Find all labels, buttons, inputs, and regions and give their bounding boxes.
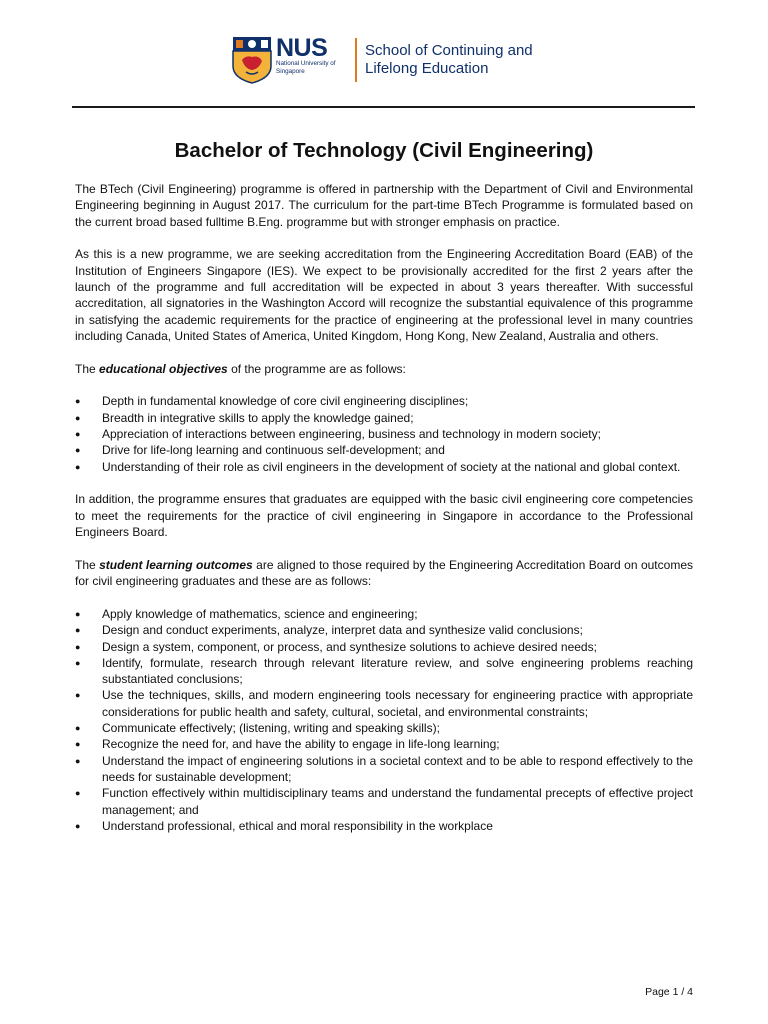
objectives-list <box>75 393 693 474</box>
school-name: School of Continuing and Lifelong Education <box>365 42 533 77</box>
objectives-intro-text: The <box>75 361 100 376</box>
list-item-text: Use the techniques, skills, and modern engineering tools necessary for engineering practice with appropriate considerations for public health and safety, cultural, societal, and environmental constraints; <box>102 688 693 719</box>
list-item-text: Function effectively within multidisciplinary teams and understand the fundamental precepts of effective project management; and <box>102 786 693 817</box>
list-item-text: Design and conduct experiments, analyze, interpret data and synthesize valid conclusions; <box>102 623 583 638</box>
list-item <box>75 426 693 442</box>
list-item-text: Breadth in integrative skills to apply the knowledge gained; <box>102 410 414 425</box>
list-item <box>75 655 693 688</box>
university-name: National University of Singapore <box>276 60 336 75</box>
list-item-text: Identify, formulate, research through relevant literature review, and solve engineering problems reaching substantiated conclusions; <box>102 655 693 687</box>
list-item-text: Understand professional, ethical and moral responsibility in the workplace <box>102 818 493 833</box>
list-item-text: Depth in fundamental knowledge of core civil engineering disciplines; <box>102 394 469 409</box>
bullet-icon: ● <box>75 445 81 456</box>
bullet-icon: ● <box>75 820 81 831</box>
competencies-paragraph: In addition, the programme ensures that graduates are equipped with the basic civil engineering core competencies to meet the requirements for the practice of civil engineering in Singapore in accordance to the Professional Engineers Board. <box>75 492 693 540</box>
bullet-icon: ● <box>75 739 81 750</box>
bullet-icon: ● <box>75 641 81 652</box>
list-item-text: Recognize the need for, and have the ability to engage in life-long learning; <box>102 737 500 752</box>
list-item <box>75 459 693 475</box>
nus-crest-icon <box>232 36 272 84</box>
document-title: Bachelor of Technology (Civil Engineering) <box>174 139 594 162</box>
document-body <box>75 138 693 851</box>
bullet-icon: ● <box>75 788 81 799</box>
bullet-icon: ● <box>75 461 81 472</box>
outcomes-intro-rest: are aligned to those required by the Engineering Accreditation Board on outcomes for civil engineering graduates and these are as follows: <box>75 557 693 589</box>
outcomes-emphasis: student learning outcomes <box>99 557 253 572</box>
bullet-icon: ● <box>75 429 81 440</box>
nus-scale-logo <box>232 36 532 86</box>
list-item <box>75 410 693 426</box>
logo-divider <box>355 38 357 82</box>
outcomes-intro-text: The <box>75 557 100 572</box>
bullet-icon: ● <box>75 755 81 766</box>
list-item <box>75 393 693 409</box>
nus-acronym: NUS <box>276 34 328 62</box>
list-item <box>75 606 693 622</box>
bullet-icon: ● <box>75 625 81 636</box>
list-item-text: Design a system, component, or process, and synthesize solutions to achieve desired needs; <box>102 639 597 654</box>
intro-paragraph: The BTech (Civil Engineering) programme is offered in partnership with the Department of Civil and Environmental Engineering beginning in August 2017. The curriculum for the part-time BTech Programme is formulated based on the current broad based fulltime B.Eng. programme but with stronger emphasis on practice. <box>75 182 693 229</box>
list-item-text: Understanding of their role as civil engineers in the development of society at the national and global context. <box>102 459 681 474</box>
objectives-intro-rest: of the programme are as follows: <box>227 361 406 376</box>
list-item-text: Communicate effectively; (listening, writing and speaking skills); <box>102 721 440 736</box>
objectives-intro <box>75 361 693 377</box>
bullet-icon: ● <box>75 723 81 734</box>
list-item <box>75 639 693 655</box>
bullet-icon: ● <box>75 396 81 407</box>
list-item <box>75 785 693 818</box>
list-item-text: Apply knowledge of mathematics, science and engineering; <box>102 606 418 621</box>
list-item <box>75 818 693 834</box>
list-item <box>75 720 693 736</box>
list-item <box>75 442 693 458</box>
accreditation-paragraph: As this is a new programme, we are seeking accreditation from the Engineering Accreditation Board (EAB) of the Institution of Engineers Singapore (IES). We expect to be provisionally accredited for the first 2 years after the launch of the programme and full accreditation will be expected in about 3 years thereafter. With successful accreditation, all signatories in the Washington Accord will recognize the substantial equivalence of this programme in satisfying the academic requirements for the practice of engineering at the professional level in many countries including Canada, United States of America, United Kingdom, Hong Kong, New Zealand, Australia and others. <box>75 247 693 343</box>
list-item-text: Drive for life-long learning and continuous self-development; and <box>102 443 445 458</box>
bullet-icon: ● <box>75 608 81 619</box>
bullet-icon: ● <box>75 412 81 423</box>
list-item <box>75 736 693 752</box>
objectives-emphasis: educational objectives <box>99 361 228 376</box>
list-item <box>75 687 693 720</box>
header-rule <box>72 106 695 108</box>
bullet-icon: ● <box>75 657 81 668</box>
list-item <box>75 622 693 638</box>
list-item-text: Appreciation of interactions between engineering, business and technology in modern society; <box>102 427 601 442</box>
list-item <box>75 753 693 786</box>
bullet-icon: ● <box>75 690 81 701</box>
list-item-text: Understand the impact of engineering solutions in a societal context and to be able to respond effectively to the needs for sustainable development; <box>102 753 693 784</box>
page-number: Page 1 / 4 <box>645 986 693 998</box>
outcomes-list <box>75 606 693 834</box>
outcomes-intro <box>75 557 693 590</box>
